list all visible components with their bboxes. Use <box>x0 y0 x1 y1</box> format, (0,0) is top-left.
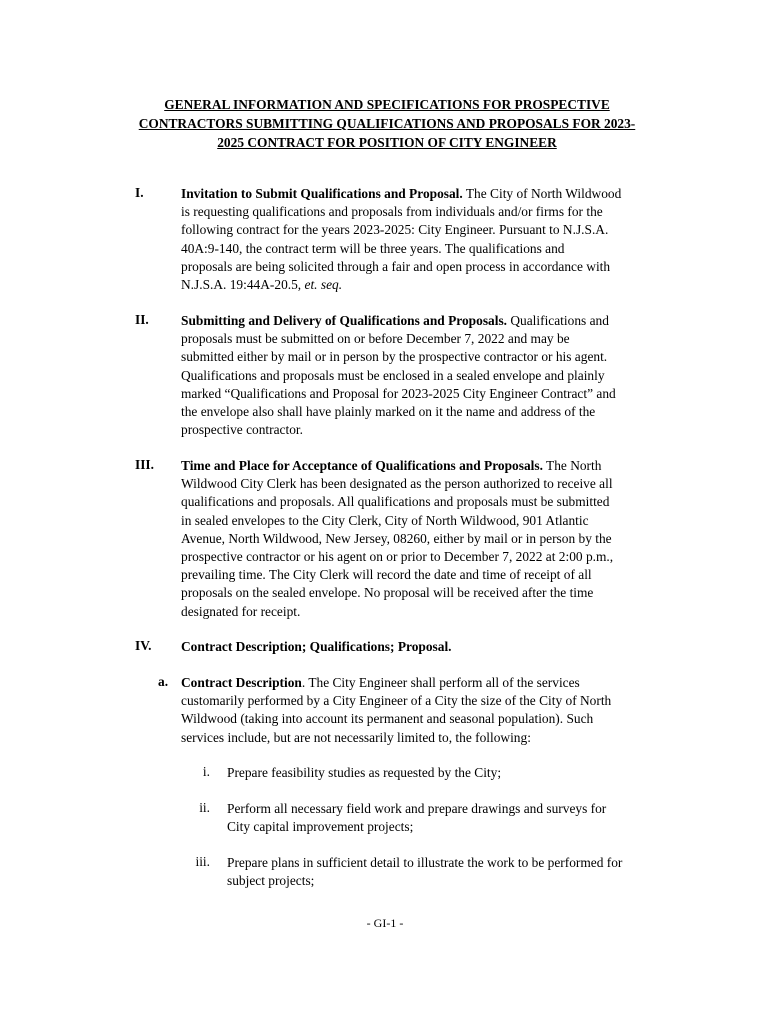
section-line: prevailing time. The City Clerk will record the date and time of receipt of all <box>181 567 592 583</box>
section-line: prospective contractor or his agent on or prior to December 7, 2022 at 2:00 p.m., <box>181 549 614 565</box>
list-item-text <box>227 854 680 890</box>
subsection-heading: Contract Description <box>181 675 302 690</box>
section-numeral: III. <box>135 457 154 472</box>
section-line: following contract for the years 2023-2025: City Engineer. Pursuant to N.J.S.A. <box>181 222 609 238</box>
section-numeral: IV. <box>135 638 152 653</box>
list-item-line: Prepare feasibility studies as requested by the City; <box>227 765 502 780</box>
subsection-line: services include, but are not necessarily limited to, the following: <box>181 729 531 745</box>
section-heading: Time and Place for Acceptance of Qualifications and Proposals. <box>181 458 543 473</box>
subsection-body <box>181 674 678 747</box>
section-line: proposals on the sealed envelope. No proposal will be received after the time <box>181 585 594 601</box>
document-title <box>90 95 684 152</box>
list-item-text <box>227 764 680 782</box>
section-line: Qualifications and <box>507 313 609 328</box>
section-line: proposals must be submitted on or before December 7, 2022 and may be <box>181 331 570 347</box>
section-heading: Invitation to Submit Qualifications and Proposal. <box>181 186 463 201</box>
subsection-letter: a. <box>158 674 169 689</box>
list-item-line: Perform all necessary field work and prepare drawings and surveys for <box>227 801 607 816</box>
section-numeral: II. <box>135 312 149 327</box>
list-item-line: subject projects; <box>227 873 315 889</box>
subsection-line: customarily performed by a City Engineer of a City the size of the City of North <box>181 693 612 709</box>
page-number: - GI-1 - <box>366 916 404 930</box>
list-item-number: ii. <box>199 800 210 815</box>
section-line: the envelope also shall have plainly marked on it the name and address of the <box>181 404 596 420</box>
section-line: designated for receipt. <box>181 603 301 619</box>
section-line: The North <box>542 458 602 473</box>
subsection-line: . The City Engineer shall perform all of the services <box>301 675 580 690</box>
list-item-number: i. <box>202 764 210 779</box>
section-line: marked “Qualifications and Proposal for 2023-2025 City Engineer Contract” and <box>181 385 616 401</box>
section-line: proposals are being solicited through a fair and open process in accordance with <box>181 258 611 274</box>
list-item-line: Prepare plans in sufficient detail to illustrate the work to be performed for <box>227 855 623 870</box>
section-line: N.J.S.A. 19:44A-20.5, <box>181 277 305 293</box>
section-numeral: I. <box>135 185 144 200</box>
list-item-line: City capital improvement projects; <box>227 819 414 835</box>
subsection-line: Wildwood (taking into account its permanent and seasonal population). Such <box>181 711 594 727</box>
italic-citation: et. seq. <box>304 277 343 293</box>
section-line: is requesting qualifications and proposals from individuals and/or firms for the <box>181 204 603 220</box>
title-line-1: GENERAL INFORMATION AND SPECIFICATIONS FOR PROSPECTIVE <box>164 97 610 112</box>
section-body <box>181 638 675 656</box>
section-line: submitted either by mail or in person by the prospective contractor or his agent. <box>181 349 608 365</box>
section-line: The City of North Wildwood <box>462 186 622 201</box>
section-line: 40A:9-140, the contract term will be three years. The qualifications and <box>181 240 565 256</box>
section-line: Qualifications and proposals must be enclosed in a sealed envelope and plainly <box>181 367 605 383</box>
section-body <box>181 312 675 439</box>
title-line-3: 2025 CONTRACT FOR POSITION OF CITY ENGINEER <box>217 135 557 150</box>
section-line: in sealed envelopes to the City Clerk, City of North Wildwood, 901 Atlantic <box>181 512 589 528</box>
section-line: qualifications and proposals. All qualifications and proposals must be submitted <box>181 494 610 510</box>
section-line: Wildwood City Clerk has been designated as the person authorized to receive all <box>181 476 613 492</box>
title-line-2: CONTRACTORS SUBMITTING QUALIFICATIONS AND PROPOSALS FOR 2023- <box>138 116 636 131</box>
section-body <box>181 457 675 621</box>
section-line: prospective contractor. <box>181 422 303 438</box>
section-line: Avenue, North Wildwood, New Jersey, 08260, either by mail or in person by the <box>181 530 612 546</box>
list-item-number: iii. <box>195 854 210 869</box>
list-item-text <box>227 800 680 836</box>
section-body <box>181 185 675 294</box>
section-heading: Contract Description; Qualifications; Proposal. <box>181 639 452 654</box>
section-heading: Submitting and Delivery of Qualifications and Proposals. <box>181 313 508 328</box>
